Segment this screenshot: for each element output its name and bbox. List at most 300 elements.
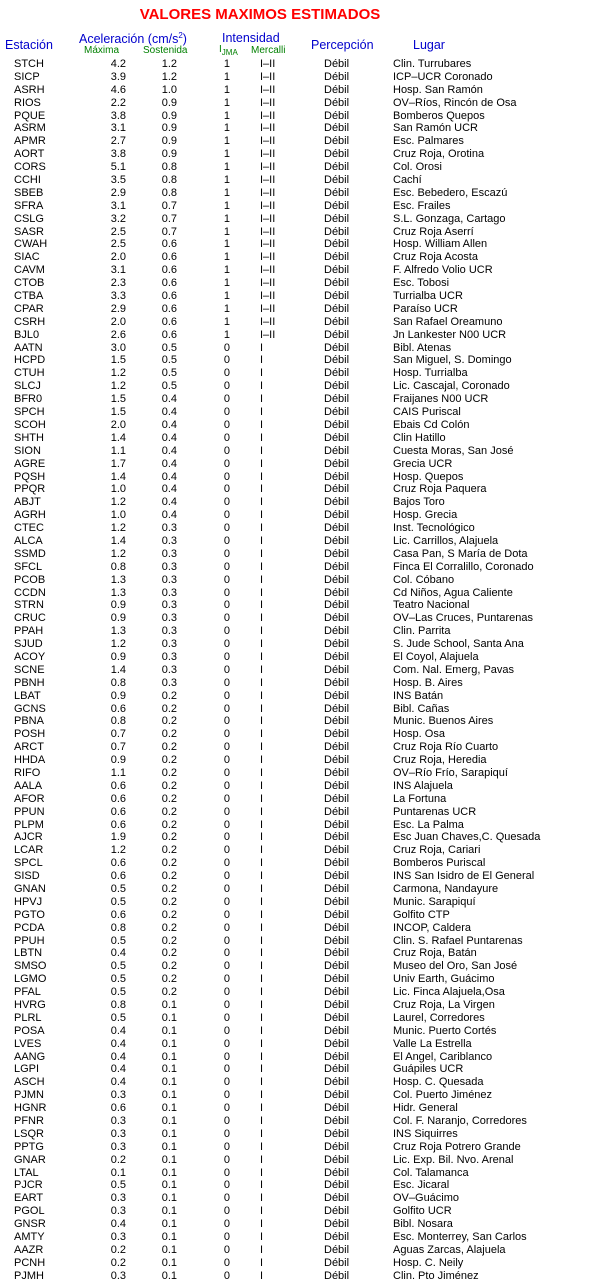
intensidad-mercalli-cell: I bbox=[260, 805, 264, 818]
aceleracion-maxima-cell: 1.3 bbox=[110, 586, 126, 599]
station-code-cell: ASRM bbox=[14, 122, 46, 135]
intensidad-mercalli-cell: I bbox=[260, 470, 264, 483]
table-row bbox=[0, 728, 590, 741]
aceleracion-maxima-cell: 0.4 bbox=[110, 947, 126, 960]
aceleracion-sostenida-cell: 0.1 bbox=[161, 999, 177, 1012]
table-row bbox=[0, 1128, 590, 1141]
intensidad-mercalli-cell: I bbox=[260, 986, 264, 999]
percepcion-cell: Débil bbox=[324, 857, 350, 870]
aceleracion-sostenida-cell: 0.2 bbox=[161, 921, 177, 934]
header-lugar: Lugar bbox=[413, 38, 445, 52]
station-code-cell: PCNH bbox=[14, 1256, 46, 1269]
table-row bbox=[0, 690, 590, 703]
percepcion-cell: Débil bbox=[324, 586, 350, 599]
lugar-cell: Fraijanes N00 UCR bbox=[393, 393, 489, 406]
aceleracion-maxima-cell: 1.1 bbox=[110, 444, 126, 457]
percepcion-cell: Débil bbox=[324, 1115, 350, 1128]
intensidad-ijma-cell: 0 bbox=[223, 1269, 230, 1282]
aceleracion-maxima-cell: 3.8 bbox=[110, 148, 126, 161]
intensidad-ijma-cell: 0 bbox=[223, 522, 230, 535]
lugar-cell: Lic. Cascajal, Coronado bbox=[393, 380, 510, 393]
aceleracion-maxima-cell: 0.5 bbox=[110, 960, 126, 973]
lugar-cell: Esc. La Palma bbox=[393, 818, 464, 831]
intensidad-mercalli-cell: I bbox=[260, 728, 264, 741]
intensidad-ijma-cell: 0 bbox=[223, 1102, 230, 1115]
intensidad-mercalli-cell: I–II bbox=[260, 96, 276, 109]
aceleracion-maxima-cell: 2.7 bbox=[110, 135, 126, 148]
intensidad-mercalli-cell: I bbox=[260, 779, 264, 792]
aceleracion-sostenida-cell: 0.4 bbox=[161, 509, 177, 522]
intensidad-ijma-cell: 0 bbox=[223, 663, 230, 676]
intensidad-ijma-cell: 0 bbox=[223, 960, 230, 973]
percepcion-cell: Débil bbox=[324, 960, 350, 973]
aceleracion-sostenida-cell: 0.9 bbox=[161, 148, 177, 161]
table-row bbox=[0, 973, 590, 986]
lugar-cell: OV–Río Frío, Sarapiquí bbox=[393, 766, 508, 779]
table-row bbox=[0, 703, 590, 716]
lugar-cell: Valle La Estrella bbox=[393, 1037, 472, 1050]
intensidad-mercalli-cell: I bbox=[260, 444, 264, 457]
aceleracion-sostenida-cell: 0.1 bbox=[161, 1102, 177, 1115]
station-code-cell: CRUC bbox=[14, 612, 46, 625]
intensidad-ijma-cell: 0 bbox=[223, 1024, 230, 1037]
aceleracion-sostenida-cell: 0.7 bbox=[161, 225, 177, 238]
intensidad-ijma-cell: 0 bbox=[223, 1166, 230, 1179]
percepcion-cell: Débil bbox=[324, 302, 350, 315]
lugar-cell: INS Batán bbox=[393, 689, 444, 702]
intensidad-ijma-cell: 0 bbox=[223, 741, 230, 754]
percepcion-cell: Débil bbox=[324, 689, 350, 702]
lugar-cell: Museo del Oro, San José bbox=[393, 960, 518, 973]
lugar-cell: Carmona, Nandayure bbox=[393, 883, 499, 895]
percepcion-cell: Débil bbox=[324, 199, 350, 212]
header-aceleracion bbox=[79, 31, 187, 46]
aceleracion-maxima-cell: 1.2 bbox=[110, 496, 126, 509]
aceleracion-sostenida-cell: 0.1 bbox=[161, 1140, 177, 1153]
percepcion-cell: Débil bbox=[324, 1037, 350, 1050]
lugar-cell: Teatro Nacional bbox=[393, 599, 470, 612]
intensidad-ijma-cell: 0 bbox=[223, 1037, 230, 1050]
lugar-cell: Ebais Cd Colón bbox=[393, 418, 470, 431]
lugar-cell: Esc. Jicaral bbox=[393, 1179, 450, 1192]
aceleracion-maxima-cell: 0.7 bbox=[110, 728, 126, 741]
intensidad-ijma-cell: 1 bbox=[223, 161, 230, 174]
intensidad-mercalli-cell: I–II bbox=[260, 264, 276, 277]
station-code-cell: HPVJ bbox=[14, 895, 43, 908]
percepcion-cell: Débil bbox=[324, 741, 350, 754]
header-ijma-sub: JMA bbox=[221, 48, 238, 57]
lugar-cell: Clin Hatillo bbox=[393, 431, 446, 444]
intensidad-ijma-cell: 0 bbox=[223, 908, 230, 921]
lugar-cell: Bomberos Quepos bbox=[393, 109, 485, 122]
lugar-cell: Esc Juan Chaves,C. Quesada bbox=[393, 831, 541, 844]
aceleracion-sostenida-cell: 0.2 bbox=[161, 754, 177, 767]
station-code-cell: BJL0 bbox=[14, 328, 40, 341]
lugar-cell: Cuesta Moras, San José bbox=[393, 444, 514, 457]
lugar-cell: Bibl. Nosara bbox=[393, 1218, 453, 1231]
table-row bbox=[0, 1205, 590, 1218]
lugar-cell: Cruz Roja Potrero Grande bbox=[393, 1140, 521, 1153]
intensidad-mercalli-cell: I bbox=[260, 1115, 264, 1128]
percepcion-cell: Débil bbox=[324, 406, 350, 419]
station-code-cell: STRN bbox=[14, 599, 44, 612]
percepcion-cell: Débil bbox=[324, 509, 350, 522]
intensidad-ijma-cell: 1 bbox=[223, 277, 230, 290]
aceleracion-maxima-cell: 0.5 bbox=[110, 934, 126, 947]
aceleracion-maxima-cell: 1.4 bbox=[110, 534, 126, 547]
table-row bbox=[0, 922, 590, 935]
aceleracion-sostenida-cell: 0.1 bbox=[161, 1153, 177, 1166]
intensidad-mercalli-cell: I bbox=[260, 766, 264, 779]
aceleracion-maxima-cell: 0.6 bbox=[110, 779, 126, 792]
station-code-cell: CORS bbox=[14, 161, 46, 174]
intensidad-ijma-cell: 0 bbox=[223, 947, 230, 960]
percepcion-cell: Débil bbox=[324, 805, 350, 818]
intensidad-ijma-cell: 0 bbox=[223, 1089, 230, 1102]
intensidad-mercalli-cell: I bbox=[260, 638, 264, 651]
aceleracion-maxima-cell: 0.6 bbox=[110, 857, 126, 870]
intensidad-mercalli-cell: I–II bbox=[260, 83, 276, 96]
intensidad-ijma-cell: 0 bbox=[223, 1218, 230, 1231]
intensidad-ijma-cell: 1 bbox=[223, 212, 230, 225]
aceleracion-sostenida-cell: 0.1 bbox=[161, 1037, 177, 1050]
aceleracion-sostenida-cell: 0.5 bbox=[161, 354, 177, 367]
aceleracion-sostenida-cell: 0.8 bbox=[161, 186, 177, 199]
table-row bbox=[0, 909, 590, 922]
station-code-cell: SASR bbox=[14, 225, 44, 238]
header-sostenida: Sostenida bbox=[143, 45, 188, 56]
table-row bbox=[0, 535, 590, 548]
station-code-cell: AAZR bbox=[14, 1243, 44, 1256]
station-code-cell: RIOS bbox=[14, 96, 41, 109]
aceleracion-maxima-cell: 1.0 bbox=[110, 509, 126, 522]
lugar-cell: Inst. Tecnológico bbox=[393, 522, 475, 535]
table-row bbox=[0, 780, 590, 793]
station-code-cell: CTUH bbox=[14, 367, 45, 380]
station-code-cell: PBNA bbox=[14, 715, 44, 728]
aceleracion-sostenida-cell: 0.6 bbox=[161, 238, 177, 251]
station-code-cell: LTAL bbox=[14, 1166, 39, 1179]
intensidad-mercalli-cell: I bbox=[260, 586, 264, 599]
table-row bbox=[0, 58, 590, 71]
intensidad-mercalli-cell: I bbox=[260, 1231, 264, 1244]
aceleracion-sostenida-cell: 0.6 bbox=[161, 328, 177, 341]
station-code-cell: PCOB bbox=[14, 573, 46, 586]
table-row bbox=[0, 1076, 590, 1089]
percepcion-cell: Débil bbox=[324, 277, 350, 290]
station-code-cell: AORT bbox=[14, 148, 45, 161]
aceleracion-maxima-cell: 0.4 bbox=[110, 1218, 126, 1231]
intensidad-ijma-cell: 0 bbox=[223, 573, 230, 586]
lugar-cell: Cruz Roja Paquera bbox=[393, 483, 487, 496]
aceleracion-maxima-cell: 0.6 bbox=[110, 805, 126, 818]
aceleracion-sostenida-cell: 0.3 bbox=[161, 586, 177, 599]
aceleracion-maxima-cell: 1.2 bbox=[110, 638, 126, 651]
aceleracion-maxima-cell: 3.9 bbox=[110, 70, 126, 83]
station-code-cell: PPUH bbox=[14, 934, 45, 947]
table-row bbox=[0, 574, 590, 587]
intensidad-ijma-cell: 0 bbox=[223, 715, 230, 728]
table-row bbox=[0, 1063, 590, 1076]
percepcion-cell: Débil bbox=[324, 818, 350, 831]
aceleracion-maxima-cell: 0.3 bbox=[110, 1115, 126, 1128]
header-intensidad: Intensidad bbox=[222, 31, 280, 45]
intensidad-mercalli-cell: I–II bbox=[260, 212, 276, 225]
percepcion-cell: Débil bbox=[324, 1179, 350, 1192]
aceleracion-sostenida-cell: 0.1 bbox=[161, 1192, 177, 1205]
aceleracion-maxima-cell: 0.8 bbox=[110, 676, 126, 689]
aceleracion-sostenida-cell: 0.1 bbox=[161, 1050, 177, 1063]
aceleracion-sostenida-cell: 0.3 bbox=[161, 650, 177, 663]
station-code-cell: SFRA bbox=[14, 199, 44, 212]
percepcion-cell: Débil bbox=[324, 1166, 350, 1179]
aceleracion-sostenida-cell: 0.2 bbox=[161, 947, 177, 960]
intensidad-mercalli-cell: I bbox=[260, 650, 264, 663]
station-code-cell: SFCL bbox=[14, 560, 43, 573]
intensidad-ijma-cell: 0 bbox=[223, 1050, 230, 1063]
station-code-cell: LSQR bbox=[14, 1127, 44, 1140]
table-row bbox=[0, 947, 590, 960]
table-row bbox=[0, 1141, 590, 1154]
station-code-cell: CWAH bbox=[14, 238, 48, 251]
lugar-cell: Hosp. B. Aires bbox=[393, 676, 463, 689]
percepcion-cell: Débil bbox=[324, 702, 350, 715]
aceleracion-sostenida-cell: 0.3 bbox=[161, 547, 177, 560]
lugar-cell: Com. Nal. Emerg, Pavas bbox=[393, 663, 515, 676]
table-row bbox=[0, 458, 590, 471]
intensidad-ijma-cell: 0 bbox=[223, 754, 230, 767]
intensidad-mercalli-cell: I bbox=[260, 1024, 264, 1037]
station-code-cell: SBEB bbox=[14, 186, 44, 199]
lugar-cell: Aguas Zarcas, Alajuela bbox=[393, 1243, 506, 1256]
intensidad-mercalli-cell: I bbox=[260, 663, 264, 676]
aceleracion-sostenida-cell: 0.3 bbox=[161, 638, 177, 651]
percepcion-cell: Débil bbox=[324, 870, 350, 883]
lugar-cell: INCOP, Caldera bbox=[393, 921, 472, 934]
lugar-cell: Cachí bbox=[393, 174, 422, 187]
lugar-cell: Hidr. General bbox=[393, 1102, 458, 1115]
percepcion-cell: Débil bbox=[324, 457, 350, 470]
percepcion-cell: Débil bbox=[324, 1218, 350, 1231]
table-row bbox=[0, 1231, 590, 1244]
aceleracion-sostenida-cell: 0.1 bbox=[161, 1127, 177, 1140]
station-code-cell: GCNS bbox=[14, 702, 46, 715]
station-code-cell: CTOB bbox=[14, 277, 45, 290]
lugar-cell: Col. Talamanca bbox=[393, 1166, 469, 1179]
intensidad-ijma-cell: 0 bbox=[223, 547, 230, 560]
percepcion-cell: Débil bbox=[324, 83, 350, 96]
percepcion-cell: Débil bbox=[324, 70, 350, 83]
aceleracion-maxima-cell: 2.9 bbox=[110, 302, 126, 315]
lugar-cell: Clin. Parrita bbox=[393, 625, 451, 638]
aceleracion-maxima-cell: 2.0 bbox=[110, 251, 126, 264]
station-code-cell: AANG bbox=[14, 1050, 46, 1063]
aceleracion-maxima-cell: 0.3 bbox=[110, 1140, 126, 1153]
intensidad-mercalli-cell: I bbox=[260, 934, 264, 947]
intensidad-ijma-cell: 0 bbox=[223, 509, 230, 522]
lugar-cell: OV–Ríos, Rincón de Osa bbox=[393, 96, 517, 109]
table-row bbox=[0, 638, 590, 651]
lugar-cell: S.L. Gonzaga, Cartago bbox=[393, 212, 506, 225]
aceleracion-maxima-cell: 0.3 bbox=[110, 1127, 126, 1140]
intensidad-mercalli-cell: I–II bbox=[260, 277, 276, 290]
aceleracion-sostenida-cell: 0.4 bbox=[161, 393, 177, 406]
aceleracion-sostenida-cell: 0.1 bbox=[161, 1205, 177, 1218]
intensidad-mercalli-cell: I bbox=[260, 702, 264, 715]
percepcion-cell: Débil bbox=[324, 766, 350, 779]
intensidad-mercalli-cell: I–II bbox=[260, 328, 276, 341]
station-code-cell: ABJT bbox=[14, 496, 41, 509]
aceleracion-maxima-cell: 0.2 bbox=[110, 1243, 126, 1256]
table-row bbox=[0, 1270, 590, 1283]
intensidad-ijma-cell: 1 bbox=[223, 148, 230, 161]
intensidad-mercalli-cell: I bbox=[260, 1127, 264, 1140]
station-code-cell: HHDA bbox=[14, 754, 46, 767]
percepcion-cell: Débil bbox=[324, 135, 350, 148]
intensidad-ijma-cell: 0 bbox=[223, 1153, 230, 1166]
percepcion-cell: Débil bbox=[324, 161, 350, 174]
percepcion-cell: Débil bbox=[324, 238, 350, 251]
station-code-cell: PBNH bbox=[14, 676, 45, 689]
aceleracion-sostenida-cell: 0.8 bbox=[161, 161, 177, 174]
aceleracion-maxima-cell: 0.6 bbox=[110, 818, 126, 831]
percepcion-cell: Débil bbox=[324, 1011, 350, 1024]
table-row bbox=[0, 715, 590, 728]
table-row bbox=[0, 148, 590, 161]
table-row bbox=[0, 1012, 590, 1025]
lugar-cell: ICP–UCR Coronado bbox=[393, 70, 493, 83]
intensidad-mercalli-cell: I bbox=[260, 1218, 264, 1231]
table-row bbox=[0, 1154, 590, 1167]
aceleracion-sostenida-cell: 0.1 bbox=[161, 1011, 177, 1024]
intensidad-ijma-cell: 1 bbox=[223, 290, 230, 303]
intensidad-mercalli-cell: I bbox=[260, 715, 264, 728]
aceleracion-sostenida-cell: 0.4 bbox=[161, 418, 177, 431]
intensidad-ijma-cell: 0 bbox=[223, 534, 230, 547]
table-row bbox=[0, 226, 590, 239]
table-row bbox=[0, 935, 590, 948]
lugar-cell: Lic. Exp. Bil. Nvo. Arenal bbox=[393, 1153, 514, 1166]
intensidad-mercalli-cell: I bbox=[260, 534, 264, 547]
aceleracion-sostenida-cell: 0.4 bbox=[161, 496, 177, 509]
intensidad-ijma-cell: 0 bbox=[223, 676, 230, 689]
percepcion-cell: Débil bbox=[324, 947, 350, 960]
intensidad-mercalli-cell: I bbox=[260, 406, 264, 419]
intensidad-mercalli-cell: I bbox=[260, 792, 264, 805]
lugar-cell: Jn Lankester N00 UCR bbox=[393, 328, 507, 341]
station-code-cell: PPAH bbox=[14, 625, 44, 638]
table-row bbox=[0, 122, 590, 135]
aceleracion-sostenida-cell: 0.1 bbox=[161, 1243, 177, 1256]
percepcion-cell: Débil bbox=[324, 58, 350, 70]
lugar-cell: Col. F. Naranjo, Corredores bbox=[393, 1115, 527, 1128]
aceleracion-maxima-cell: 0.9 bbox=[110, 599, 126, 612]
station-code-cell: HGNR bbox=[14, 1102, 47, 1115]
table-row bbox=[0, 97, 590, 110]
percepcion-cell: Débil bbox=[324, 973, 350, 986]
aceleracion-maxima-cell: 0.5 bbox=[110, 1011, 126, 1024]
aceleracion-sostenida-cell: 0.1 bbox=[161, 1179, 177, 1192]
aceleracion-sostenida-cell: 0.3 bbox=[161, 663, 177, 676]
table-row bbox=[0, 561, 590, 574]
intensidad-ijma-cell: 1 bbox=[223, 186, 230, 199]
lugar-cell: San Rafael Oreamuno bbox=[393, 315, 503, 328]
intensidad-ijma-cell: 1 bbox=[223, 199, 230, 212]
table-row bbox=[0, 277, 590, 290]
aceleracion-sostenida-cell: 0.2 bbox=[161, 728, 177, 741]
percepcion-cell: Débil bbox=[324, 792, 350, 805]
intensidad-mercalli-cell: I–II bbox=[260, 186, 276, 199]
lugar-cell: INS Alajuela bbox=[393, 779, 453, 792]
intensidad-mercalli-cell: I bbox=[260, 393, 264, 406]
station-code-cell: RIFO bbox=[14, 766, 41, 779]
lugar-cell: Hosp. Osa bbox=[393, 728, 445, 741]
intensidad-mercalli-cell: I bbox=[260, 831, 264, 844]
table-row bbox=[0, 393, 590, 406]
lugar-cell: Cruz Roja, Batán bbox=[393, 947, 477, 960]
table-row bbox=[0, 870, 590, 883]
aceleracion-maxima-cell: 1.2 bbox=[110, 522, 126, 535]
intensidad-ijma-cell: 0 bbox=[223, 612, 230, 625]
intensidad-ijma-cell: 0 bbox=[223, 805, 230, 818]
aceleracion-maxima-cell: 0.2 bbox=[110, 1256, 126, 1269]
station-code-cell: CPAR bbox=[14, 302, 44, 315]
station-code-cell: EART bbox=[14, 1192, 44, 1205]
intensidad-mercalli-cell: I bbox=[260, 367, 264, 380]
header-ijma bbox=[219, 44, 238, 57]
aceleracion-maxima-cell: 3.3 bbox=[110, 290, 126, 303]
aceleracion-sostenida-cell: 0.2 bbox=[161, 883, 177, 895]
aceleracion-maxima-cell: 2.0 bbox=[110, 315, 126, 328]
table-row bbox=[0, 380, 590, 393]
aceleracion-sostenida-cell: 0.7 bbox=[161, 199, 177, 212]
intensidad-ijma-cell: 0 bbox=[223, 973, 230, 986]
aceleracion-sostenida-cell: 0.5 bbox=[161, 380, 177, 393]
percepcion-cell: Débil bbox=[324, 986, 350, 999]
aceleracion-maxima-cell: 0.4 bbox=[110, 1063, 126, 1076]
table-row bbox=[0, 1257, 590, 1270]
aceleracion-sostenida-cell: 0.1 bbox=[161, 1063, 177, 1076]
aceleracion-sostenida-cell: 0.3 bbox=[161, 612, 177, 625]
percepcion-cell: Débil bbox=[324, 638, 350, 651]
aceleracion-maxima-cell: 2.3 bbox=[110, 277, 126, 290]
percepcion-cell: Débil bbox=[324, 599, 350, 612]
aceleracion-maxima-cell: 0.9 bbox=[110, 689, 126, 702]
intensidad-mercalli-cell: I–II bbox=[260, 70, 276, 83]
aceleracion-sostenida-cell: 0.2 bbox=[161, 973, 177, 986]
station-code-cell: PQSH bbox=[14, 470, 46, 483]
table-row bbox=[0, 329, 590, 342]
intensidad-mercalli-cell: I bbox=[260, 1153, 264, 1166]
station-code-cell: SCNE bbox=[14, 663, 45, 676]
header-aceleracion-sup: 2 bbox=[178, 31, 183, 40]
station-code-cell: PQUE bbox=[14, 109, 46, 122]
aceleracion-maxima-cell: 0.6 bbox=[110, 870, 126, 883]
table-row bbox=[0, 960, 590, 973]
aceleracion-sostenida-cell: 0.1 bbox=[161, 1089, 177, 1102]
aceleracion-maxima-cell: 3.8 bbox=[110, 109, 126, 122]
header-percepcion: Percepción bbox=[311, 38, 374, 52]
table-row bbox=[0, 999, 590, 1012]
station-code-cell: SION bbox=[14, 444, 41, 457]
intensidad-ijma-cell: 0 bbox=[223, 844, 230, 857]
station-code-cell: GNAR bbox=[14, 1153, 46, 1166]
intensidad-mercalli-cell: I bbox=[260, 883, 264, 895]
percepcion-cell: Débil bbox=[324, 650, 350, 663]
lugar-cell: INS San Isidro de El General bbox=[393, 870, 535, 883]
intensidad-ijma-cell: 0 bbox=[223, 393, 230, 406]
intensidad-mercalli-cell: I bbox=[260, 741, 264, 754]
